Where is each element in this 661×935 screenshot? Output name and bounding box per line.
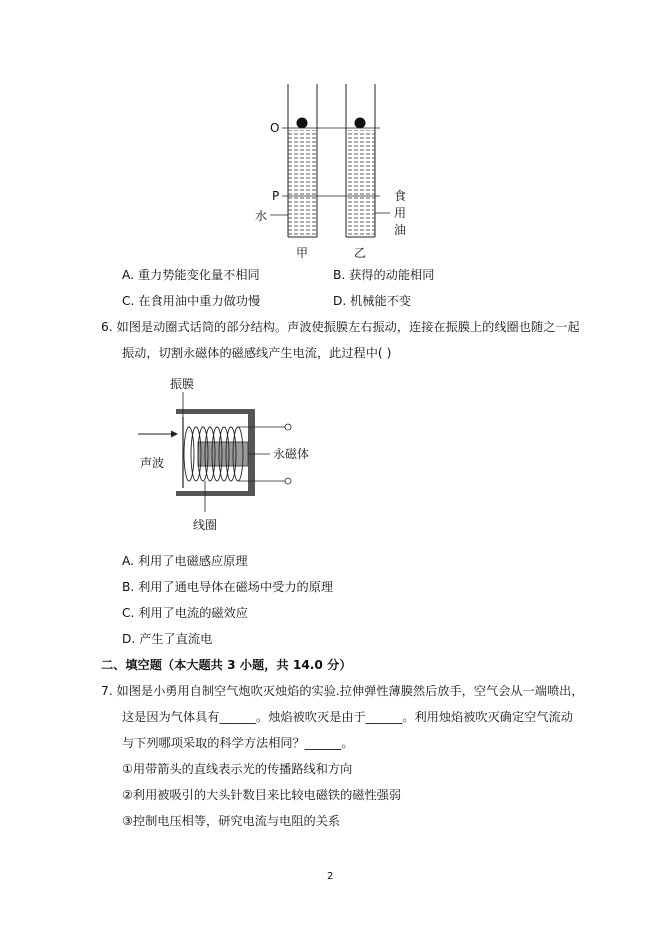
q7-option-2: ②利用被吸引的大头针数目来比较电磁铁的磁性强弱 xyxy=(122,788,402,802)
q5-option-c: C. 在食用油中重力做功慢 xyxy=(122,294,261,308)
tubes-figure xyxy=(240,80,430,265)
q7-option-1: ①用带箭头的直线表示光的传播路线和方向 xyxy=(122,762,353,776)
q7-stem-line3: 与下列哪项采取的科学方法相同？______。 xyxy=(122,736,354,750)
label-p: P xyxy=(272,189,280,203)
tube-jia xyxy=(288,84,317,237)
q5-option-a: A. 重力势能变化量不相同 xyxy=(122,268,260,282)
ball-jia xyxy=(297,118,308,129)
microphone-figure xyxy=(130,372,340,537)
q5-option-d: D. 机械能不变 xyxy=(333,294,412,308)
q6-stem-line2: 振动，切割永磁体的磁感线产生电流，此过程中( ) xyxy=(122,346,392,360)
housing-bottom xyxy=(176,491,255,496)
q5-option-b: B. 获得的动能相同 xyxy=(333,268,435,282)
q6-stem-line1: 6. 如图是动圈式话筒的部分结构。声波使振膜左右振动，连接在振膜上的线圈也随之一起 xyxy=(101,320,580,334)
label-coil: 线圈 xyxy=(193,518,218,532)
label-magnet: 永磁体 xyxy=(273,447,310,461)
q6-option-d: D. 产生了直流电 xyxy=(122,632,213,646)
q7-option-3: ③控制电压相等，研究电流与电阻的关系 xyxy=(122,814,341,828)
section-title-fill-in: 二、填空题（本大题共 3 小题，共 14.0 分） xyxy=(101,658,352,672)
label-oil-2: 用 xyxy=(394,206,407,220)
label-water: 水 xyxy=(255,209,268,223)
q6-option-a: A. 利用了电磁感应原理 xyxy=(122,554,248,568)
tube-yi xyxy=(346,84,375,237)
label-oil-1: 食 xyxy=(394,189,407,203)
label-o: O xyxy=(270,121,280,135)
label-sound: 声波 xyxy=(140,456,165,470)
q7-stem-line2: 这是因为气体具有______。烛焰被吹灭是由于______。利用烛焰被吹灭确定空气流动 xyxy=(122,710,573,724)
label-oil-3: 油 xyxy=(394,223,407,237)
q6-option-b: B. 利用了通电导体在磁场中受力的原理 xyxy=(122,580,334,594)
page-number: 2 xyxy=(327,871,334,882)
housing-top xyxy=(176,409,255,414)
terminal-top xyxy=(285,424,291,430)
housing-back xyxy=(248,410,255,496)
terminal-bottom xyxy=(285,478,291,484)
label-yi: 乙 xyxy=(354,246,367,260)
q7-stem-line1: 7. 如图是小勇用自制空气炮吹灭烛焰的实验.拉伸弹性薄膜然后放手，空气会从一端喷出， xyxy=(101,684,584,698)
q6-option-c: C. 利用了电流的磁效应 xyxy=(122,606,248,620)
label-jia: 甲 xyxy=(296,246,309,260)
ball-yi xyxy=(355,118,366,129)
label-membrane: 振膜 xyxy=(170,377,195,391)
